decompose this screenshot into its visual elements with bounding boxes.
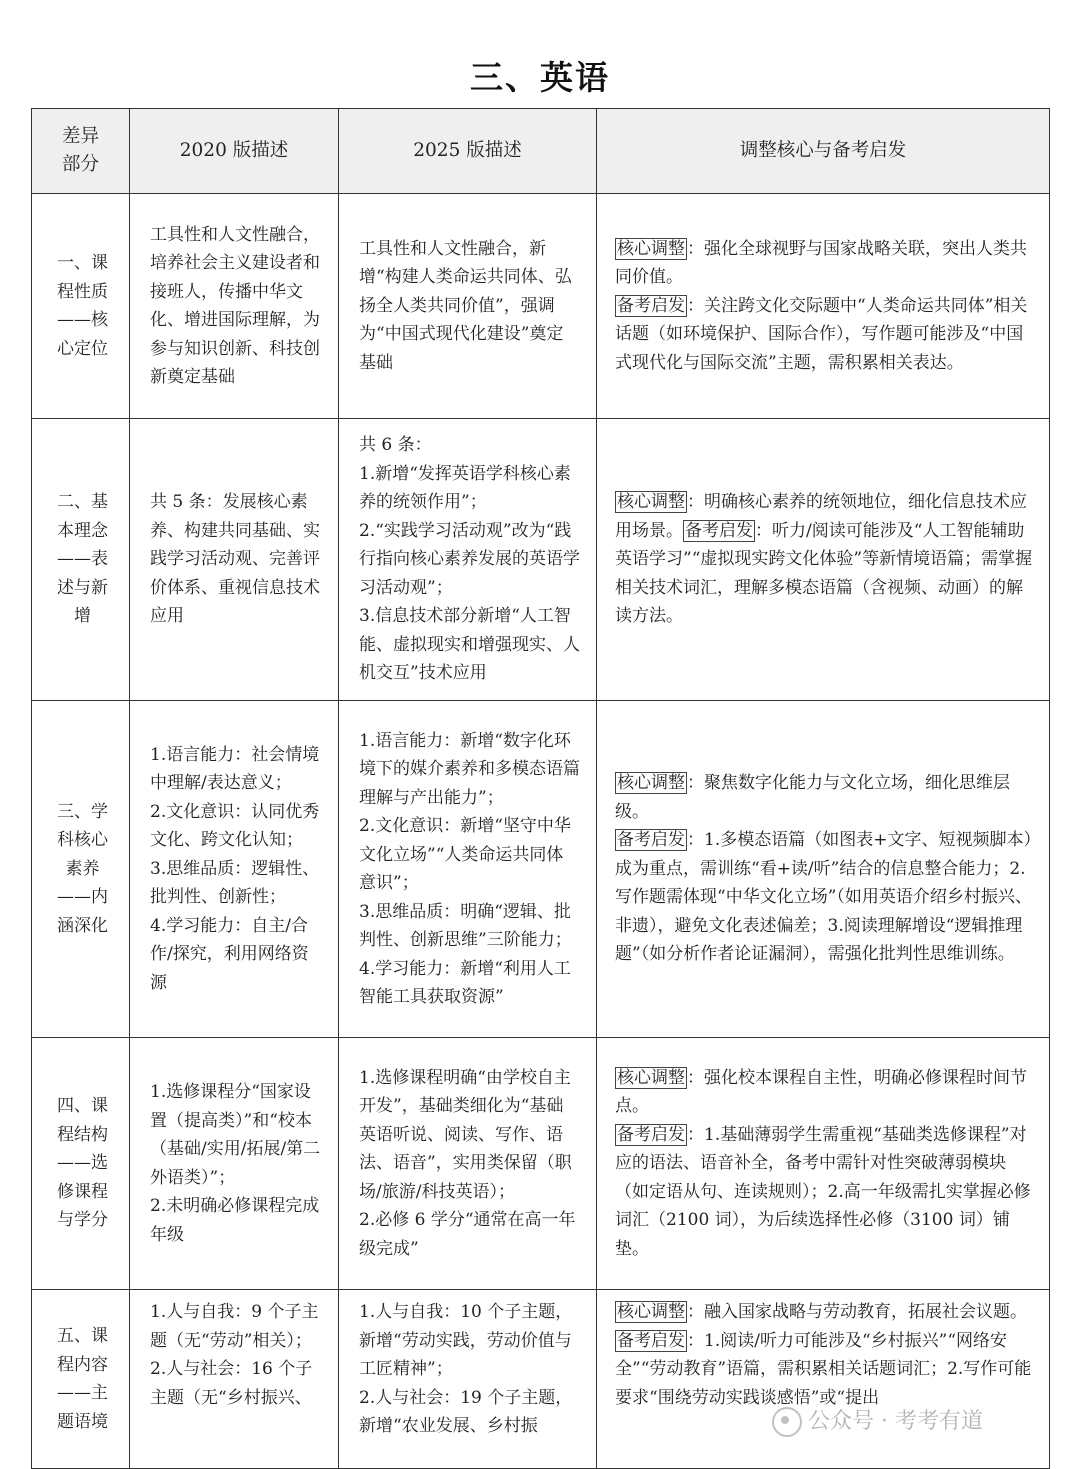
row-part-label: 二、基 本理念 ——表 述与新 增 — [32, 419, 130, 701]
row-part-label: 四、课 程结构 ——选 修课程 与学分 — [32, 1038, 130, 1290]
row-2020-text: 工具性和人文性融合，培养社会主义建设者和接班人，传播中华文化、增进国际理解，为参与知识创新、科技创新奠定基础 — [130, 194, 339, 419]
exam-insight-tag: 备考启发 — [685, 520, 753, 541]
row-part-label: 三、学 科核心 素养 ——内 涵深化 — [32, 701, 130, 1038]
core-adjustment-tag: 核心调整 — [617, 238, 685, 259]
header-adjustment-insight: 调整核心与备考启发 — [597, 109, 1050, 194]
wechat-account-icon — [772, 1407, 802, 1437]
row-insight: 核心调整 ：聚焦数字化能力与文化立场，细化思维层级。 备考启发 ：1.多模态语篇（如图表+文字、短视频脚本）成为重点，需训练“看+读/听”结合的信息整合能力；2.写作题需体现“中华文化立场”（如用英语介绍乡村振兴、非遗），避免文化表述偏差；3.阅读理解增设“逻辑推理题”（如分析作者论证漏洞），需强化批判性思维训练。 — [597, 701, 1050, 1038]
row-insight: 核心调整 ：强化全球视野与国家战略关联，突出人类共同价值。 备考启发 ：关注跨文化交际题中“人类命运共同体”相关话题（如环境保护、国际合作），写作题可能涉及“中国式现代化与国际交流”主题，需积累相关表达。 — [597, 194, 1050, 419]
exam-insight-tag: 备考启发 — [617, 1330, 685, 1351]
row-insight: 核心调整 ：明确核心素养的统领地位，细化信息技术应用场景。 备考启发 ：听力/阅读可能涉及“人工智能辅助英语学习”“虚拟现实跨文化体验”等新情境语篇；需掌握相关技术词汇，理解多模态语篇（含视频、动画）的解读方法。 — [597, 419, 1050, 701]
exam-insight-tag: 备考启发 — [617, 830, 685, 851]
row-2020-text: 共 5 条：发展核心素养、构建共同基础、实践学习活动观、完善评价体系、重视信息技术应用 — [130, 419, 339, 701]
table-row — [32, 194, 1050, 419]
row-part-label: 五、课 程内容 ——主 题语境 — [32, 1290, 130, 1469]
row-2020-text: 1.语言能力：社会情境中理解/表达意义； 2.文化意识：认同优秀文化、跨文化认知； 3.思维品质：逻辑性、批判性、创新性； 4.学习能力：自主/合作/探究，利用网络资源 — [130, 701, 339, 1038]
row-part-label: 一、课 程性质 ——核 心定位 — [32, 194, 130, 419]
table-row — [32, 701, 1050, 1038]
table-row — [32, 419, 1050, 701]
exam-insight-tag: 备考启发 — [617, 295, 685, 316]
page-title: 三、英语 — [470, 58, 610, 97]
core-adjustment-tag: 核心调整 — [617, 492, 685, 513]
core-adjustment-tag: 核心调整 — [617, 1067, 685, 1088]
row-2025-text: 共 6 条： 1.新增“发挥英语学科核心素养的统领作用”； 2.“实践学习活动观”改为“践行指向核心素养发展的英语学习活动观”； 3.信息技术部分新增“人工智能、虚拟现实和增强现实、人机交互”技术应用 — [339, 419, 597, 701]
core-adjustment-tag: 核心调整 — [617, 773, 685, 794]
row-2025-text: 1.人与自我：10 个子主题，新增“劳动实践，劳动价值与工匠精神”； 2.人与社会：19 个子主题，新增“农业发展、乡村振 — [339, 1290, 597, 1469]
row-2020-text: 1.人与自我：9 个子主题（无“劳动”相关）； 2.人与社会：16 个子主题（无“乡村振兴、 — [130, 1290, 339, 1469]
header-2020-description: 2020 版描述 — [130, 109, 339, 194]
table-row — [32, 1038, 1050, 1290]
exam-insight-tag: 备考启发 — [617, 1124, 685, 1145]
row-insight: 核心调整 ：强化校本课程自主性，明确必修课程时间节点。 备考启发 ：1.基础薄弱学生需重视“基础类选修课程”对应的语法、语音补全，备考中需针对性突破薄弱模块（如定语从句、连读规则）；2.高一年级需扎实掌握必修词汇（2100 词），为后续选择性必修（3100 词）铺垫。 — [597, 1038, 1050, 1290]
row-2025-text: 工具性和人文性融合，新增“构建人类命运共同体、弘扬全人类共同价值”，强调为“中国式现代化建设”奠定基础 — [339, 194, 597, 419]
row-insight: 核心调整 ：融入国家战略与劳动教育，拓展社会议题。 备考启发 ：1.阅读/听力可能涉及“乡村振兴”“网络安全”“劳动教育”语篇，需积累相关话题词汇；2.写作可能要求“围绕劳动实践谈感悟”或“提出 — [597, 1290, 1050, 1469]
row-2025-text: 1.选修课程明确“由学校自主开发”，基础类细化为“基础英语听说、阅读、写作、语法、语音”，实用类保留（职场/旅游/科技英语）； 2.必修 6 学分“通常在高一年级完成” — [339, 1038, 597, 1290]
comparison-table — [31, 108, 1050, 1469]
row-2025-text: 1.语言能力：新增“数字化环境下的媒介素养和多模态语篇理解与产出能力”； 2.文化意识：新增“坚守中华文化立场”“人类命运共同体意识”； 3.思维品质：明确“逻辑、批判性、创新思维”三阶能力； 4.学习能力：新增“利用人工智能工具获取资源” — [339, 701, 597, 1038]
watermark: 公众号 · 考考有道 — [772, 1404, 983, 1437]
table-header-row — [32, 109, 1050, 194]
header-difference-part: 差异 部分 — [32, 109, 130, 194]
header-2025-description: 2025 版描述 — [339, 109, 597, 194]
table-row — [32, 1290, 1050, 1469]
core-adjustment-tag: 核心调整 — [617, 1302, 685, 1322]
row-2020-text: 1.选修课程分“国家设置（提高类）”和“校本（基础/实用/拓展/第二外语类）”； 2.未明确必修课程完成年级 — [130, 1038, 339, 1290]
